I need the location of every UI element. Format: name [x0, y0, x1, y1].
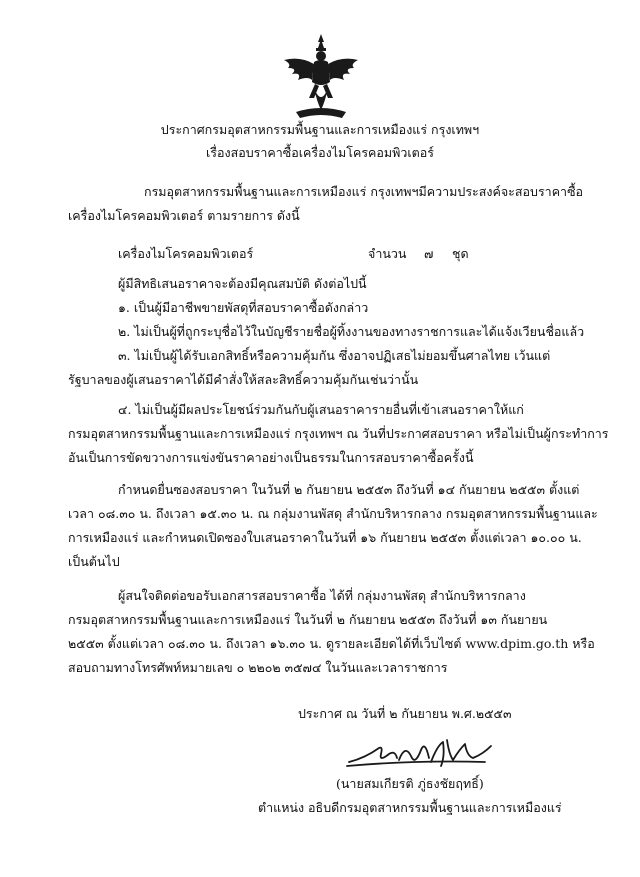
intro-line-1: กรมอุตสาหกรรมพื้นฐานและการเหมืองแร่ กรุงเทพฯมีความประสงค์จะสอบราคาซื้อ	[144, 184, 584, 199]
qualifications-heading: ผู้มีสิทธิเสนอราคาจะต้องมีคุณสมบัติ ดังต่อไปนี้	[118, 276, 367, 291]
item-unit: ชุด	[452, 246, 469, 261]
handwritten-signature	[345, 736, 495, 772]
qualification-1: ๑. เป็นผู้มีอาชีพขายพัสดุที่สอบราคาซื้อดังกล่าว	[118, 300, 369, 315]
qualification-3-line-2: รัฐบาลของผู้เสนอราคาได้มีคำสั่งให้สละสิทธิ์ความคุ้มกันเช่นว่านั้น	[68, 372, 419, 387]
header-line-1: ประกาศกรมอุตสาหกรรมพื้นฐานและการเหมืองแร่ กรุงเทพฯ	[160, 122, 480, 137]
intro-line-2: เครื่องไมโครคอมพิวเตอร์ ตามรายการ ดังนี้	[68, 208, 300, 223]
qualification-3-line-1: ๓. ไม่เป็นผู้ได้รับเอกสิทธิ์หรือความคุ้มกัน ซึ่งอาจปฏิเสธไม่ยอมขึ้นศาลไทย เว้นแต่	[118, 348, 551, 363]
header-line-2: เรื่องสอบราคาซื้อเครื่องไมโครคอมพิวเตอร์	[205, 145, 435, 160]
schedule-line-1: กำหนดยื่นซองสอบราคา ในวันที่ ๒ กันยายน ๒๕๕๓ ถึงวันที่ ๑๔ กันยายน ๒๕๕๓ ตั้งแต่	[118, 482, 580, 497]
announcement-date: ประกาศ ณ วันที่ ๒ กันยายน พ.ศ.๒๕๕๓	[298, 706, 512, 721]
schedule-line-3: การเหมืองแร่ และกำหนดเปิดซองใบเสนอราคาในวันที่ ๑๖ กันยายน ๒๕๕๓ ตั้งแต่เวลา ๑๐.๐๐ น.	[68, 530, 582, 545]
qualification-4-line-3: อันเป็นการขัดขวางการแข่งขันราคาอย่างเป็นธรรมในการสอบราคาซื้อครั้งนี้	[68, 450, 474, 465]
contact-line-2: กรมอุตสาหกรรมพื้นฐานและการเหมืองแร่ ในวันที่ ๒ กันยายน ๒๕๕๓ ถึงวันที่ ๑๓ กันยายน	[68, 612, 548, 627]
contact-line-3: ๒๕๕๓ ตั้งแต่เวลา ๐๘.๓๐ น. ถึงเวลา ๑๖.๓๐ น. ดูรายละเอียดได้ที่เว็บไซต์ www.dpim.go.th หรือ	[68, 636, 595, 651]
qualification-4-line-1: ๔. ไม่เป็นผู้มีผลประโยชน์ร่วมกันกับผู้เสนอราคารายอื่นที่เข้าเสนอราคาให้แก่	[118, 402, 524, 417]
signatory-position: ตำแหน่ง อธิบดีกรมอุตสาหกรรมพื้นฐานและการเหมืองแร่	[258, 800, 562, 815]
item-name: เครื่องไมโครคอมพิวเตอร์	[118, 246, 254, 261]
schedule-line-2: เวลา ๐๘.๓๐ น. ถึงเวลา ๑๕.๓๐ น. ณ กลุ่มงานพัสดุ สำนักบริหารกลาง กรมอุตสาหกรรมพื้นฐานและ	[68, 506, 598, 521]
garuda-emblem-icon	[278, 32, 364, 122]
contact-line-4: สอบถามทางโทรศัพท์หมายเลข ๐ ๒๒๐๒ ๓๕๗๔ ในวันและเวลาราชการ	[68, 660, 448, 675]
schedule-line-4: เป็นต้นไป	[68, 554, 120, 569]
qualification-2: ๒. ไม่เป็นผู้ที่ถูกระบุชื่อไว้ในบัญชีรายชื่อผู้ทิ้งงานของทางราชการและได้แจ้งเวียนชื่อแล้ว	[118, 324, 585, 339]
contact-line-1: ผู้สนใจติดต่อขอรับเอกสารสอบราคาซื้อ ได้ที่ กลุ่มงานพัสดุ สำนักบริหารกลาง	[118, 588, 526, 603]
item-qty-label: จำนวน	[368, 246, 407, 261]
qualification-4-line-2: กรมอุตสาหกรรมพื้นฐานและการเหมืองแร่ กรุงเทพฯ ณ วันที่ประกาศสอบราคา หรือไม่เป็นผู้กระทำการ	[68, 426, 609, 441]
signatory-name: (นายสมเกียรติ ภู่ธงชัยฤทธิ์)	[336, 776, 484, 791]
item-qty: ๗	[424, 246, 434, 261]
